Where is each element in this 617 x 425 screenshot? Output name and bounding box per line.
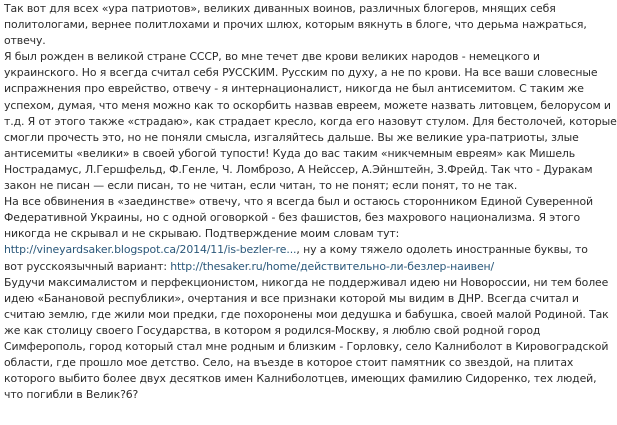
link-english-source[interactable]: http://vineyardsaker.blogspot.ca/2014/11/is-bezler-re...	[4, 243, 297, 257]
text-line: т.д. Я от этого также «страдаю», как страдает кресло, когда его назовут стулом. Для бестолочей, которые	[4, 114, 617, 128]
text-line: смогли прочесть это, но не поняли смысла, изгаляйтесь дальше. Вы же великие ура-патриоты, злые	[4, 130, 579, 144]
text-line: области, где прошло мое детство. Село, на въезде в которое стоит памятник со звездой, на плитах	[4, 356, 574, 370]
text-line: Федеративной Украины, но с одной оговоркой - без фашистов, без махрового национализма. Я этого	[4, 211, 581, 225]
text-line: считаю землю, где жили мои предки, где похоронены мои дедушка и бабушка, своей малой Родиной. Так	[4, 307, 609, 321]
text-line: Так вот для всех «ура патриотов», великих диванных воинов, различных блогеров, мнящих себя	[4, 2, 556, 15]
text-line: что погибли в Велик?6?	[4, 388, 139, 402]
text-line: которого выбито более двух десятков имен Калниболотцев, имеющих фамилию Сидоренко, тех людей,	[4, 372, 597, 386]
text-line: политологами, вернее политлохами и прочих шлюх, которым вякнуть в блоге, что дерьма нажраться,	[4, 18, 587, 32]
text-line: антисемиты «велики» в своей убогой тупости! Куда до вас таким «никчемным евреям» как Мишель	[4, 146, 576, 160]
text-line: На все обвинения в «заединстве» отвечу, что я всегда был и остаюсь сторонником Единой Суверенной	[4, 195, 593, 209]
link-line-russian	[4, 259, 547, 275]
text-line: Симферополь, город который стал мне родным и близким - Горловку, село Калниболот в Кировоградской	[4, 339, 609, 353]
text-line: Будучи максималистом и перфекционистом, никогда не поддерживал идею ни Новороссии, ни тем более	[4, 275, 609, 289]
link-russian-prefix: вот русскоязычный вариант:	[4, 259, 171, 273]
text-line: закон не писан — если писан, то не читан, если читан, то не понят; если понят, то не так.	[4, 179, 518, 193]
text-line: идею «Банановой республики», очертания и все признаки которой мы видим в ДНР. Всегда считал и	[4, 291, 579, 305]
text-line: же как столицу своего Государства, в котором я родился-Москву, я люблю свой родной город	[4, 323, 541, 337]
text-line: украинского. Но я всегда считал себя РУССКИМ. Русским по духу, а не по крови. На все ваши словесные	[4, 66, 598, 80]
text-line: Нострадамус, Л.Гершфельд, Ф.Генле, Ч. Ломброзо, А Нейссер, А.Эйнштейн, З.Фрейд. Так что - Дуракам	[4, 162, 593, 176]
text-line: никогда не скрывал и не скрываю. Подтверждение моим словам тут:	[4, 227, 400, 241]
link-line-english	[4, 242, 588, 258]
link-english-suffix: , ну а кому тяжело одолеть иностранные буквы, то	[296, 243, 588, 257]
text-line: испражнения про еврейство, отвечу - я интернационалист, никогда не был антисемитом. С таким же	[4, 82, 584, 96]
text-line: отвечу.	[4, 34, 46, 48]
text-line: Я был рожден в великой стране СССР, во мне течет две крови великих народов - немецкого и	[4, 50, 540, 64]
link-russian-source[interactable]: http://thesaker.ru/home/действительно-ли-безлер-наивен/	[170, 259, 495, 273]
text-line: успехом, думая, что меня можно как то оскорбить назвав евреем, можете назвать литовцем, белорусом и	[4, 98, 611, 112]
